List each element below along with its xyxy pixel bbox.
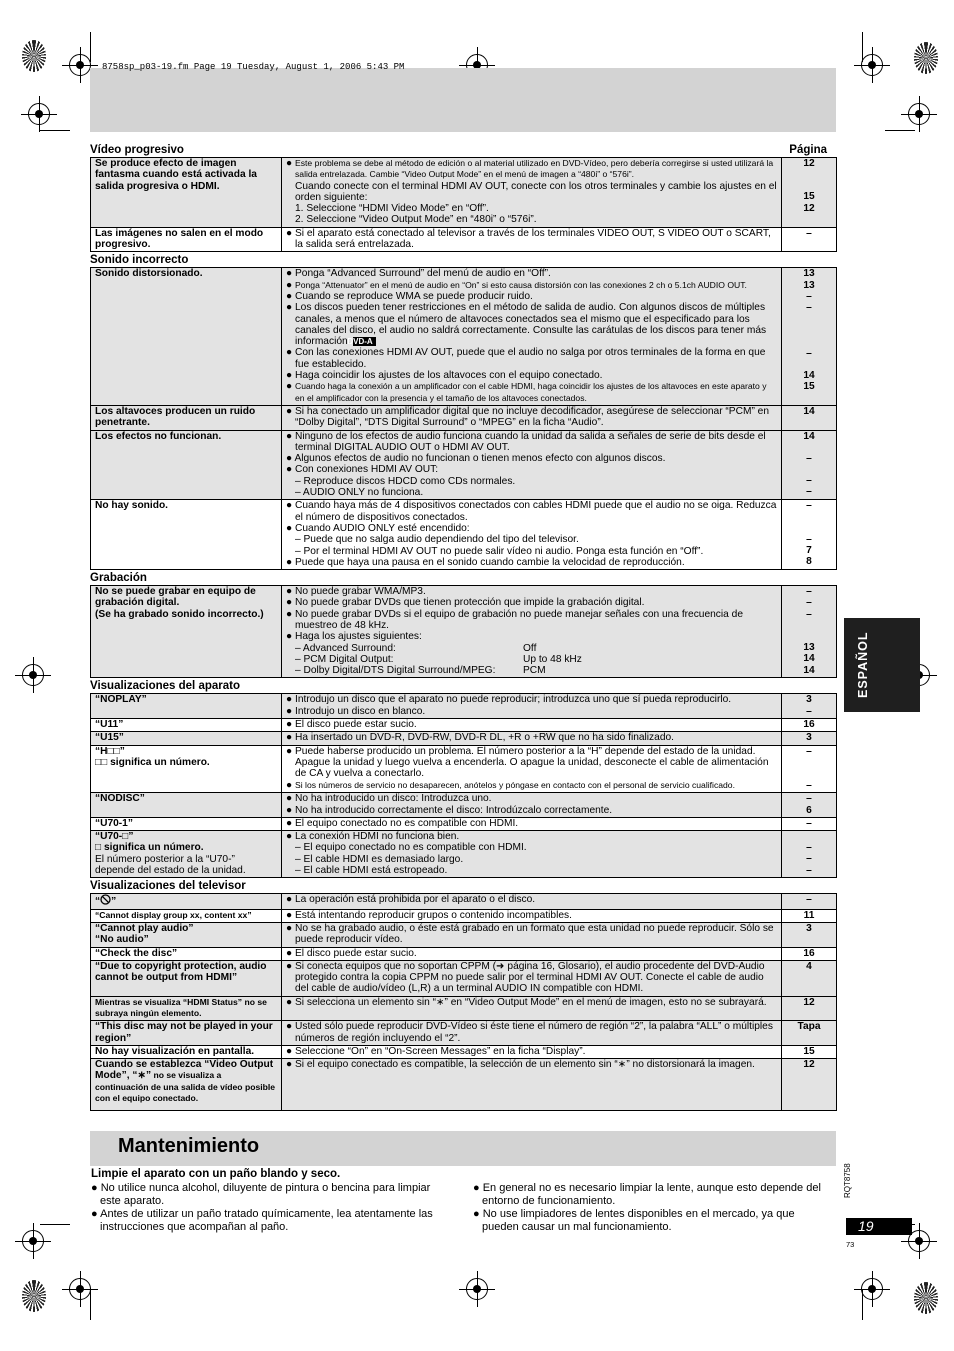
registration-mark-icon xyxy=(22,664,44,686)
sheet-number: 73 xyxy=(846,1240,855,1249)
page-cell: 12 xyxy=(782,996,837,1021)
section-heading-recording xyxy=(90,571,836,585)
list-item: ● No utilice nunca alcohol, diluyente de pintura o bencina para limpiar este aparato. xyxy=(91,1182,431,1207)
page-cell: 16 xyxy=(782,947,837,960)
list-item: ● En general no es necesario limpiar la lente, aunque esto depende del entorno de funcionamiento. xyxy=(473,1182,821,1207)
table-unit-display xyxy=(90,693,837,878)
page-cell: 13 13 – – – 14 15 xyxy=(782,268,837,406)
problem-cell: Los efectos no funcionan. xyxy=(91,430,282,500)
solution-cell: ● Si ha conectado un amplificador digital que no incluye decodificador, asegúrese de seleccionar “PCM” en “Dolby Digital”, “DTS Digital Surround” o “MPEG” en la ficha “Audio”. xyxy=(282,405,782,430)
table-row xyxy=(91,719,837,732)
solution-cell: ● Introdujo un disco que el aparato no puede reproducir; introduzca uno que sí pueda reproducirlo. ● Introdujo un disco en blanco. xyxy=(282,694,782,719)
solution-cell: ● Ha insertado un DVD-R, DVD-RW, DVD-R DL, +R o +RW que no ha sido finalizado. xyxy=(282,732,782,745)
maintenance-subtitle: Limpie el aparato con un paño blando y seco. xyxy=(91,1168,341,1180)
solution-cell: ● Puede haberse producido un problema. El número posterior a la “H” depende del estado de la unidad. Apague la unidad y luego vuelva a encenderla. O apague la unidad, desconecte el cable de alimentación de CA y vuelva a conectarlo. ● Si los números de servicio no desaparecen, anótelos y póngase en contacto con el personal de servicio cualificado. xyxy=(282,745,782,793)
page-cell: – – – xyxy=(782,831,837,878)
problem-cell: “H□□” □□ significa un número. xyxy=(91,745,282,793)
crop-line xyxy=(90,32,91,62)
section-heading-sound xyxy=(90,253,836,267)
section-title: Visualizaciones del televisor xyxy=(90,880,246,893)
table-row xyxy=(91,1059,837,1111)
table-row xyxy=(91,227,837,252)
problem-cell: “U70-□” □ significa un número. El número posterior a la “U70-” depende del estado de la unidad. xyxy=(91,831,282,878)
table-row xyxy=(91,960,837,996)
table-row xyxy=(91,405,837,430)
solution-cell: ● Este problema se debe al método de edición o al material utilizado en DVD-Vídeo, pero debería corregirse si usted utilizará la salida entrelazada. Cambie “Video Output Mode” en el menú de imagen a “480i” o “576i”. Cuando conecte con el terminal HDMI AV OUT, conecte con los otros terminales y cambie los ajustes en el orden siguiente: 1. Seleccione “HDMI Video Mode” en “Off”. 2. Seleccione “Video Output Mode” en “480i” o “576i”. xyxy=(282,158,782,228)
model-code: RQT8758 xyxy=(843,1163,852,1198)
language-tab xyxy=(844,618,920,712)
maintenance-heading-band xyxy=(90,1131,836,1166)
table-row xyxy=(91,732,837,745)
table-row xyxy=(91,158,837,228)
solution-cell: ● No ha introducido un disco: Introduzca uno. ● No ha introducido correctamente el disco: Introdúzcalo correctamente. xyxy=(282,793,782,818)
table-row xyxy=(91,745,837,793)
section-title: Sonido incorrecto xyxy=(90,254,189,267)
problem-cell: “Cannot play audio” “No audio” xyxy=(91,922,282,947)
solution-cell: ● Si conecta equipos que no soportan CPPM (➜ página 16, Glosario), el audio procedente del DVD-Audio protegido contra la copia CPPM no puede salir por el terminal HDMI AV OUT. Conecte el cable de audio del cable de audio/vídeo (L,R) a un terminal AUDIO IN compatible con HDMI. xyxy=(282,960,782,996)
table-row xyxy=(91,894,837,909)
page-cell: 4 xyxy=(782,960,837,996)
crop-line xyxy=(90,1290,91,1320)
page-cell: 3 xyxy=(782,922,837,947)
solution-cell: ● No se ha grabado audio, o éste está grabado en un formato que esta unidad no puede reproducir. Sólo se puede reproducir vídeo. xyxy=(282,922,782,947)
registration-mark-icon xyxy=(69,1278,91,1300)
table-row xyxy=(91,947,837,960)
crop-line xyxy=(885,130,915,131)
page-column-label: Página xyxy=(789,144,827,156)
table-recording xyxy=(90,585,837,678)
problem-cell: No se puede grabar en equipo de grabación digital. (Se ha grabado sonido incorrecto.) xyxy=(91,586,282,678)
troubleshooting-content xyxy=(90,143,836,1112)
section-title: Grabación xyxy=(90,572,147,585)
problem-cell: Sonido distorsionado. xyxy=(91,268,282,406)
page-cell: 15 xyxy=(782,1045,837,1058)
section-title: Vídeo progresivo xyxy=(90,144,184,156)
registration-mark-icon xyxy=(861,54,883,76)
solution-cell: ● Ninguno de los efectos de audio funciona cuando la unidad da salida a señales de serie de bits desde el terminal DIGITAL AUDIO OUT o HDMI AV OUT. ● Algunos efectos de audio no funcionan o tienen menos efecto con algunos discos. ● Con conexiones HDMI AV OUT: – Reproduce discos HDCD como CDs normales. – AUDIO ONLY no funciona. xyxy=(282,430,782,500)
maintenance-left-column xyxy=(91,1182,451,1234)
page-number-box xyxy=(846,1218,912,1235)
registration-mark-icon xyxy=(861,1278,883,1300)
page-cell: 3 xyxy=(782,732,837,745)
solution-cell: ● La conexión HDMI no funciona bien. – El equipo conectado no es compatible con HDMI. – El cable HDMI es demasiado largo. – El cable HDMI está estropeado. xyxy=(282,831,782,878)
registration-mark-icon xyxy=(69,54,91,76)
maintenance-title: Mantenimiento xyxy=(118,1135,260,1157)
problem-cell: “U15” xyxy=(91,732,282,745)
table-row xyxy=(91,500,837,570)
problem-cell: Los altavoces producen un ruido penetrante. xyxy=(91,405,282,430)
problem-cell: “Check the disc” xyxy=(91,947,282,960)
solution-cell: ● Seleccione “On” en “On-Screen Messages” en la ficha “Display”. xyxy=(282,1045,782,1058)
problem-cell: “NODISC” xyxy=(91,793,282,818)
solution-cell: ● Cuando haya más de 4 dispositivos conectados con cables HDMI puede que el audio no se oiga. Reduzca el número de dispositivos conectados. ● Cuando AUDIO ONLY esté encendido: – Puede que no salga audio dependiendo del tipo del televisor. – Por el terminal HDMI AV OUT no puede salir vídeo ni audio. Ponga esta función en “Off”. ● Puede que haya una pausa en el sonido cuando cambie la velocidad de reproducción. xyxy=(282,500,782,570)
problem-cell: “Due to copyright protection, audio cannot be output from HDMI” xyxy=(91,960,282,996)
problem-cell: Las imágenes no salen en el modo progresivo. xyxy=(91,227,282,252)
table-sound xyxy=(90,267,837,570)
table-row xyxy=(91,996,837,1021)
problem-cell: “U70-1” xyxy=(91,817,282,830)
table-row xyxy=(91,793,837,818)
page-cell: – xyxy=(782,894,837,909)
crop-line xyxy=(862,32,863,62)
solution-cell: ● El equipo conectado no es compatible con HDMI. xyxy=(282,817,782,830)
table-row xyxy=(91,586,837,678)
table-row xyxy=(91,694,837,719)
solution-cell: ● Si el aparato está conectado al televisor a través de los terminales VIDEO OUT, S VIDEO OUT o SCART, la salida será entrelazada. xyxy=(282,227,782,252)
problem-cell: “NOPLAY” xyxy=(91,694,282,719)
page-cell: 14 – – – xyxy=(782,430,837,500)
file-stamp: 8758sp_p03-19.fm Page 19 Tuesday, August 1, 2006 5:43 PM xyxy=(102,62,405,72)
color-wheel-icon xyxy=(22,1280,46,1312)
section-heading-unit-display xyxy=(90,679,836,693)
table-row xyxy=(91,268,837,406)
page-cell: – – 7 8 xyxy=(782,500,837,570)
problem-cell: “U11” xyxy=(91,719,282,732)
page-cell: 11 xyxy=(782,909,837,922)
page-cell: – 6 xyxy=(782,793,837,818)
solution-cell: ● Si el equipo conectado es compatible, la selección de un elemento sin “∗” no distorsionará la imagen. xyxy=(282,1059,782,1111)
solution-cell: ● Si selecciona un elemento sin “∗” en “Video Output Mode” en el menú de imagen, esto no se subrayará. xyxy=(282,996,782,1021)
table-tv-display xyxy=(90,893,837,1111)
page-cell: – – xyxy=(782,745,837,793)
page-number: 19 xyxy=(858,1218,874,1234)
page-cell: – xyxy=(782,817,837,830)
registration-mark-icon xyxy=(28,103,50,125)
table-row xyxy=(91,831,837,878)
problem-cell: No hay sonido. xyxy=(91,500,282,570)
maintenance-right-column xyxy=(473,1182,833,1234)
solution-cell: ● El disco puede estar sucio. xyxy=(282,947,782,960)
color-wheel-icon xyxy=(914,1282,938,1314)
problem-cell: Cuando se establezca “Video Output Mode”, “∗” no se visualiza a continuación de una salida de vídeo posible con el equipo conectado. xyxy=(91,1059,282,1111)
page-cell: 12 xyxy=(782,1059,837,1111)
problem-cell: “This disc may not be played in your region” xyxy=(91,1021,282,1046)
list-item: ● No use limpiadores de lentes disponibles en el mercado, ya que pueden causar un mal funcionamiento. xyxy=(473,1208,795,1233)
problem-cell: “Cannot display group xx, content xx” xyxy=(91,909,282,922)
problem-cell: Mientras se visualiza “HDMI Status” no se subraya ningún elemento. xyxy=(91,996,282,1021)
color-wheel-icon xyxy=(914,42,938,74)
registration-mark-icon xyxy=(908,103,930,125)
table-row xyxy=(91,922,837,947)
page-cell: Tapa xyxy=(782,1021,837,1046)
registration-mark-icon xyxy=(22,1230,44,1252)
page-cell: 3 – xyxy=(782,694,837,719)
registration-mark-icon xyxy=(466,1278,488,1300)
page-cell: – – – 13 14 14 xyxy=(782,586,837,678)
solution-cell: ● No puede grabar WMA/MP3. ● No puede grabar DVDs que tienen protección que impide la grabación digital. ● No puede grabar DVDs si el equipo de grabación no puede manejar señales con una frecuencia de muestreo de 48 kHz. ● Haga los ajustes siguientes: – Advanced Surround: Off – PCM Digital Output: Up to 48 kHz – Dolby Digital/DTS Digital Surround/MPEG: PCM xyxy=(282,586,782,678)
page-cell: 12 15 12 xyxy=(782,158,837,228)
problem-cell: No hay visualización en pantalla. xyxy=(91,1045,282,1058)
table-row xyxy=(91,1045,837,1058)
section-heading-video xyxy=(90,143,836,157)
table-video xyxy=(90,157,837,252)
dvd-audio-badge: DVD-A xyxy=(353,337,375,346)
page-cell: 16 xyxy=(782,719,837,732)
solution-cell: ● El disco puede estar sucio. xyxy=(282,719,782,732)
list-item: ● Antes de utilizar un paño tratado químicamente, lea atentamente las instrucciones que acompañan al paño. xyxy=(91,1208,433,1233)
page-cell: 14 xyxy=(782,405,837,430)
solution-cell: ● Está intentando reproducir grupos o contenido incompatibles. xyxy=(282,909,782,922)
solution-cell: ● Usted sólo puede reproducir DVD-Vídeo si éste tiene el número de región “2”, la palabra “ALL” o múltiples números de región incluyendo el “2”. xyxy=(282,1021,782,1046)
problem-cell: Se produce efecto de imagen fantasma cuando está activada la salida progresiva o HDMI. xyxy=(91,158,282,228)
table-row xyxy=(91,909,837,922)
crop-line xyxy=(40,1224,70,1225)
section-heading-tv-display xyxy=(90,879,836,893)
page-cell: – xyxy=(782,227,837,252)
problem-cell: “ ” xyxy=(91,894,282,909)
header-band xyxy=(90,68,836,132)
prohibited-icon xyxy=(100,894,111,905)
crop-line xyxy=(862,1290,863,1320)
solution-cell: ● La operación está prohibida por el aparato o el disco. xyxy=(282,894,782,909)
solution-cell: ● Ponga “Advanced Surround” del menú de audio en “Off”. ● Ponga “Attenuator” en el menú de audio en “On” si esto causa distorsión con las conexiones 2 ch o 5.1ch AUDIO OUT. ● Cuando se reproduce WMA se puede producir ruido. ● Los discos pueden tener restricciones en el método de salida de audio. Con algunos discos de múltiples canales, a menos que el número de altavoces conectados sea el mismo que el especificado para los canales del disco, el audio no saldrá correctamente. Consulte las carátulas de los discos para tener más información. DVD-A ● Con las conexiones HDMI AV OUT, puede que el audio no salga por otros terminales de la forma en que fue establecido. ● Haga coincidir los ajustes de los altavoces con el equipo conectado. ● Cuando haga la conexión a un amplificador con el cable HDMI, haga coincidir los ajustes de los altavoces en este aparato y en el amplificador con la presencia y el tamaño de los altavoces conectados. xyxy=(282,268,782,406)
crop-line xyxy=(40,130,70,131)
section-title: Visualizaciones del aparato xyxy=(90,680,240,693)
table-row xyxy=(91,430,837,500)
table-row xyxy=(91,817,837,830)
color-wheel-icon xyxy=(22,40,46,72)
language-tab-label: ESPAÑOL xyxy=(856,631,870,698)
table-row xyxy=(91,1021,837,1046)
